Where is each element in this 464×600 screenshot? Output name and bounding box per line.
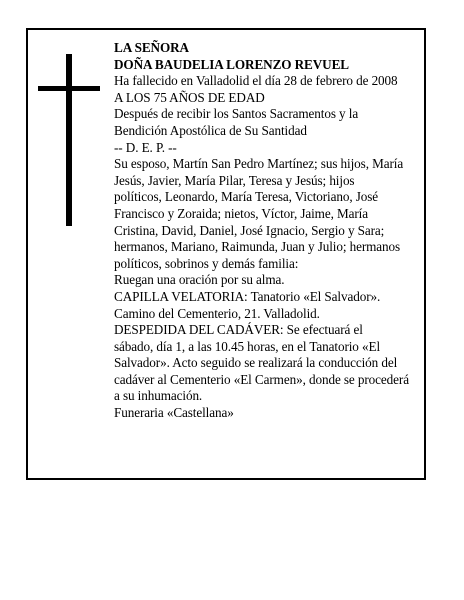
sacraments-line-1: Después de recibir los Santos Sacramentos y la [114, 106, 359, 122]
family-line: hermanos, Mariano, Raimunda, Juan y Julio; hermanos [114, 239, 401, 255]
obituary-notice [26, 28, 426, 480]
prayer-line: Ruegan una oración por su alma. [114, 272, 285, 288]
cross-horizontal-bar [38, 86, 100, 91]
farewell-line: a su inhumación. [114, 388, 203, 404]
notice-heading-title: LA SEÑORA [114, 40, 189, 55]
chapel-line-2: Camino del Cementerio, 21. Valladolid. [114, 305, 320, 321]
family-line: políticos, Leonardo, María Teresa, Victoriano, José [114, 189, 379, 205]
latin-cross-icon [38, 54, 100, 226]
funeral-home-line: Funeraria «Castellana» [114, 405, 234, 421]
family-line: Cristina, David, Daniel, José Ignacio, Sergio y Sara; [114, 222, 385, 238]
cross-vertical-bar [66, 54, 72, 226]
family-line: políticos, sobrinos y demás familia: [114, 255, 299, 271]
deceased-name: DOÑA BAUDELIA LORENZO REVUEL [114, 56, 349, 72]
farewell-line: Salvador». Acto seguido se realizará la conducción del [114, 355, 398, 371]
death-date-line: Ha fallecido en Valladolid el día 28 de febrero de 2008 [114, 73, 398, 89]
age-line: A LOS 75 AÑOS DE EDAD [114, 89, 265, 105]
chapel-line-1: CAPILLA VELATORIA: Tanatorio «El Salvador». [114, 288, 381, 304]
farewell-line: DESPEDIDA DEL CADÁVER: Se efectuará el [114, 322, 363, 338]
family-line: Francisco y Zoraida; nietos, Víctor, Jaime, María [114, 205, 368, 221]
sacraments-line-2: Bendición Apostólica de Su Santidad [114, 122, 307, 138]
family-line: Su esposo, Martín San Pedro Martínez; sus hijos, María [114, 156, 404, 172]
farewell-line: sábado, día 1, a las 10.45 horas, en el Tanatorio «El [114, 338, 381, 354]
notice-text [114, 40, 426, 422]
dep-line: -- D. E. P. -- [114, 139, 177, 155]
family-line: Jesús, Javier, María Pilar, Teresa y Jesús; hijos [114, 172, 355, 188]
farewell-line: cadáver al Cementerio «El Carmen», donde se procederá [114, 371, 409, 387]
